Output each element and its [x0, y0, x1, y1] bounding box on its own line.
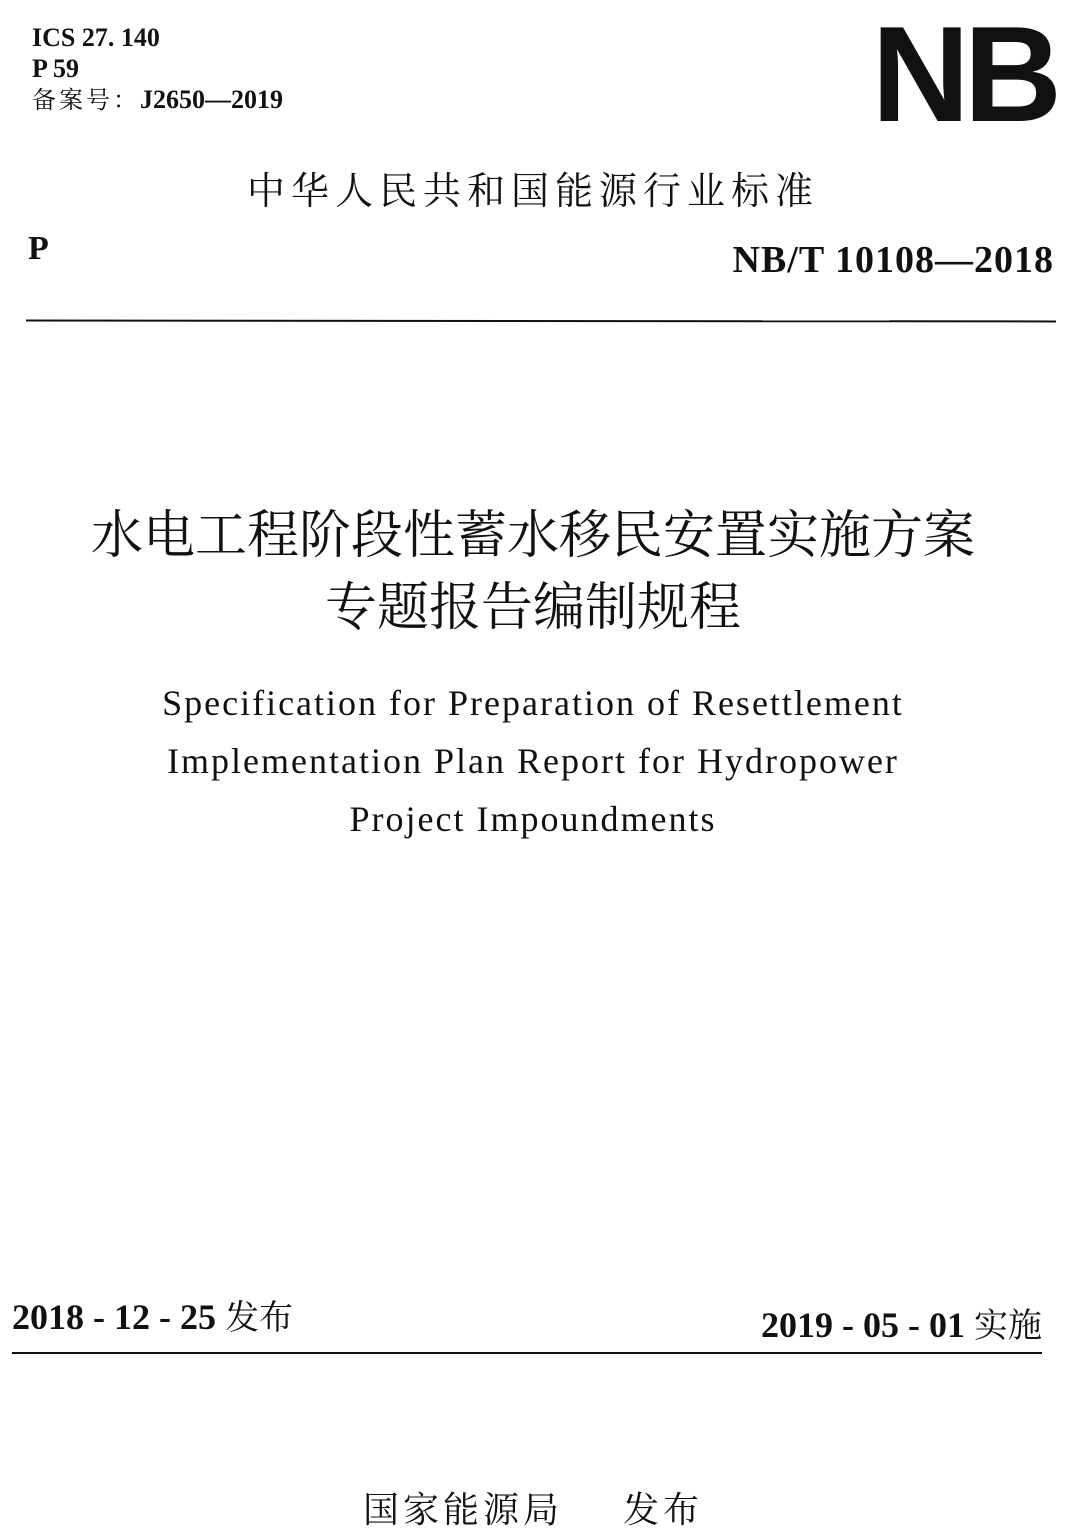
top-divider	[26, 320, 1056, 323]
implement-date: 2019 - 05 - 01	[761, 1305, 965, 1345]
english-title	[0, 674, 1066, 848]
english-title-line-3: Project Impoundments	[349, 799, 717, 839]
filing-label: 备案号：	[32, 86, 140, 114]
publisher-name: 国家能源局	[362, 1490, 563, 1531]
header-metadata	[32, 22, 283, 116]
nb-logo: NB	[871, 0, 1056, 150]
bottom-divider	[12, 1352, 1042, 1354]
chinese-title	[0, 500, 1066, 644]
implement-date-row	[761, 1298, 1042, 1347]
classification-code: P	[28, 230, 49, 267]
standard-number: NB/T 10108—2018	[732, 239, 1054, 281]
industry-standard-heading: 中华人民共和国能源行业标准	[246, 169, 819, 213]
filing-number: J2650—2019	[140, 85, 283, 114]
filing-number-row	[32, 84, 283, 116]
english-title-line-1: Specification for Preparation of Resettlement	[162, 683, 904, 723]
chinese-title-line-2: 专题报告编制规程	[324, 578, 741, 638]
ccs-code: P 59	[32, 54, 79, 83]
issue-date: 2018 - 12 - 25	[12, 1297, 216, 1337]
publisher-action: 发布	[623, 1490, 704, 1531]
issue-date-row	[12, 1290, 293, 1339]
implement-label: 实施	[974, 1306, 1042, 1346]
ics-code: ICS 27. 140	[32, 23, 160, 52]
publisher-line	[0, 1482, 1066, 1533]
issue-label: 发布	[224, 1298, 293, 1338]
english-title-line-2: Implementation Plan Report for Hydropower	[167, 741, 899, 781]
chinese-title-line-1: 水电工程阶段性蓄水移民安置实施方案	[90, 506, 975, 566]
